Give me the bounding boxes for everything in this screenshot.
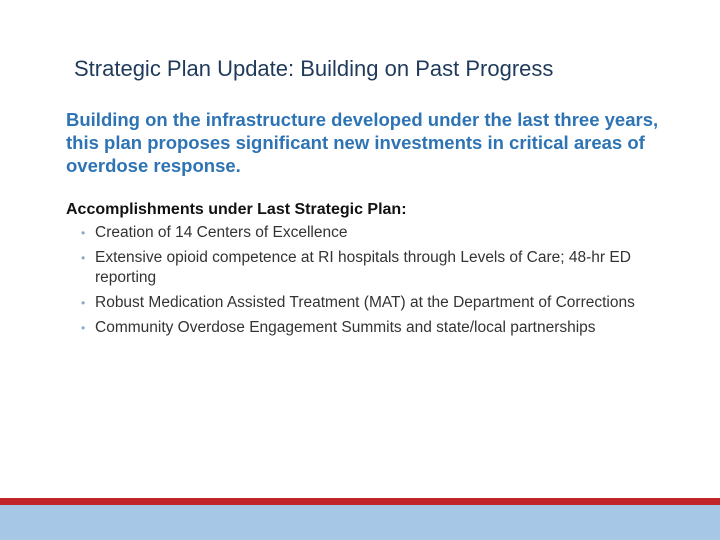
accomplishments-list (66, 223, 696, 338)
list-item (66, 223, 696, 243)
accomplishments-section (66, 199, 696, 343)
accomplishments-heading: Accomplishments under Last Strategic Plan: (66, 201, 407, 218)
footer-accent-bar (0, 498, 720, 505)
list-item (66, 318, 696, 338)
list-item (66, 248, 696, 288)
footer-band (0, 505, 720, 540)
bullet-icon: • (81, 321, 86, 335)
list-item-text: Robust Medication Assisted Treatment (MAT) at the Department of Corrections (95, 294, 635, 311)
slide-title: Strategic Plan Update: Building on Past Progress (74, 56, 554, 81)
bullet-icon: • (81, 296, 86, 310)
bullet-icon: • (81, 226, 86, 240)
lead-paragraph: Building on the infrastructure developed under the last three years, this plan proposes significant new investments in critical areas of overdose response. (66, 109, 659, 176)
list-item-text: Creation of 14 Centers of Excellence (95, 224, 348, 241)
list-item-text: Extensive opioid competence at RI hospitals through Levels of Care; 48-hr ED reporting (95, 249, 631, 286)
list-item (66, 293, 696, 313)
bullet-icon: • (81, 251, 86, 265)
list-item-text: Community Overdose Engagement Summits and state/local partnerships (95, 319, 596, 336)
